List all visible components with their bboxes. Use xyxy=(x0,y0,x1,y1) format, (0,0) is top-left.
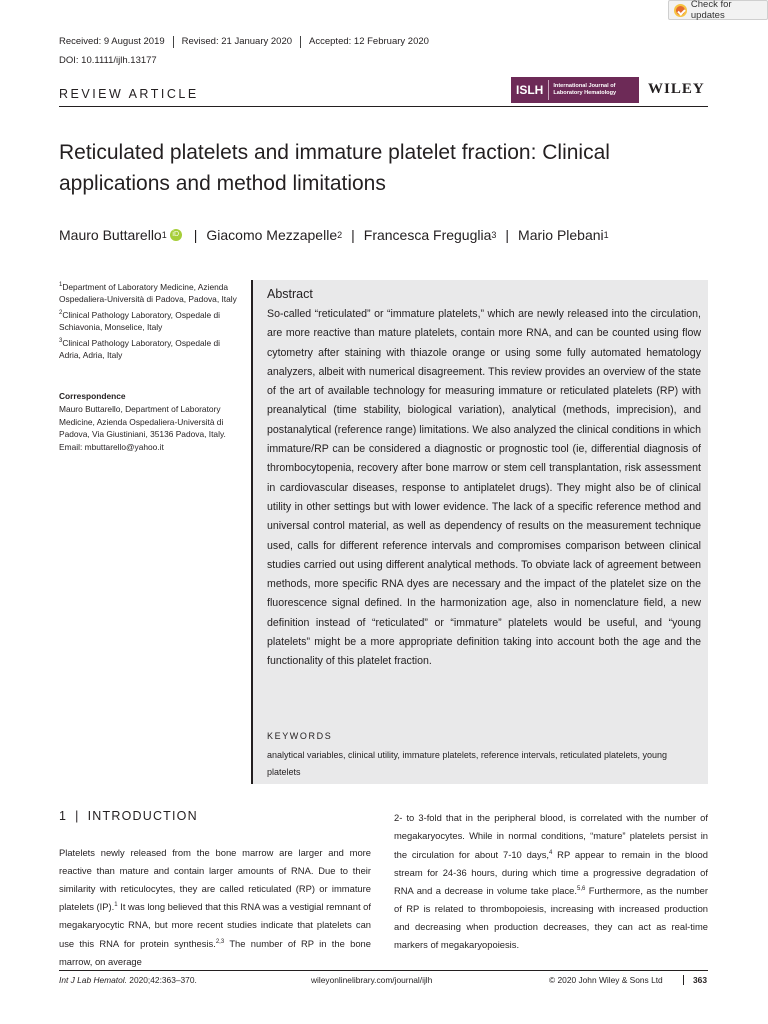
check-updates-label: Check for updates xyxy=(690,0,732,21)
header-divider xyxy=(59,106,708,107)
citation-sup[interactable]: 4 xyxy=(549,849,553,856)
abstract-panel xyxy=(251,280,708,784)
affiliation-text: Department of Laboratory Medicine, Azienda Ospedaliera-Università di Padova, Padova, Italy xyxy=(59,281,237,305)
body-text: Furthermore, as the number of RP is related to thrombopoiesis, increasing with increased production and decreasing when production decreases, they can act as real-time markers of megakaryopoiesis. xyxy=(394,885,709,950)
orcid-icon[interactable]: iD xyxy=(170,229,182,241)
body-text: The number of RP in the bone marrow, on average xyxy=(59,938,371,968)
affiliation-text: Clinical Pathology Laboratory, Ospedale di Schiavonia, Monselice, Italy xyxy=(59,309,221,333)
body-column-left xyxy=(59,844,371,971)
footer-website[interactable]: wileyonlinelibrary.com/journal/ijlh xyxy=(311,975,433,985)
keywords-heading: KEYWORDS xyxy=(267,731,333,741)
author-name: Mauro Buttarello xyxy=(59,227,162,243)
affiliation xyxy=(59,335,239,362)
page-footer xyxy=(59,975,708,985)
correspondence-heading: Correspondence xyxy=(59,391,126,401)
citation-sup[interactable]: 5,6 xyxy=(577,886,586,893)
islh-logo-text: ISLH xyxy=(511,80,549,100)
keywords-text: analytical variables, clinical utility, immature platelets, reference intervals, reticulated platelets, young platelets xyxy=(267,750,668,777)
author-list xyxy=(59,227,609,243)
author-affil-sup: 3 xyxy=(491,230,497,240)
article-dates xyxy=(59,36,437,48)
footer-citation xyxy=(59,975,197,985)
section-title: INTRODUCTION xyxy=(87,809,198,823)
correspondence-text: Mauro Buttarello, Department of Laboratory Medicine, Azienda Ospedaliera-Università di Padova, Via Giustiniani, 35136 Padova, Italy. Email: mbuttarello@yahoo.it xyxy=(59,404,226,452)
author-name: Giacomo Mezzapelle xyxy=(206,227,338,243)
affiliation-text: Clinical Pathology Laboratory, Ospedale di Adria, Adria, Italy xyxy=(59,337,221,361)
body-text: RP appear to remain in the blood stream for 24-36 hours, during which time a progressive degradation of RNA and a decrease in volume take place. xyxy=(394,848,708,897)
affiliation-sup: 2 xyxy=(59,309,63,316)
revised-date: Revised: 21 January 2020 xyxy=(173,36,300,48)
affiliations xyxy=(59,279,239,363)
author-name: Mario Plebani xyxy=(518,227,604,243)
citation-sup[interactable]: 1 xyxy=(114,902,118,909)
affiliation-sup: 3 xyxy=(59,337,63,344)
footer-journal: Int J Lab Hematol. xyxy=(59,975,127,985)
footer-copyright: © 2020 John Wiley & Sons Ltd xyxy=(549,975,663,985)
publisher-logo: WILEY xyxy=(648,81,705,97)
author-name: Francesca Freguglia xyxy=(363,227,492,243)
author-affil-sup: 1 xyxy=(161,230,167,240)
journal-name-line-2: Laboratory Hematology xyxy=(553,90,617,96)
section-number: 1 xyxy=(59,809,68,823)
citation-sup[interactable]: 2,3 xyxy=(215,939,225,946)
journal-name-line-1: International Journal of xyxy=(553,83,616,89)
abstract-heading: Abstract xyxy=(267,287,313,301)
received-date: Received: 9 August 2019 xyxy=(59,36,165,47)
doi[interactable]: DOI: 10.1111/ijlh.13177 xyxy=(59,55,157,66)
author-separator: | xyxy=(351,227,355,243)
article-type: REVIEW ARTICLE xyxy=(59,87,199,101)
author-affil-sup: 1 xyxy=(603,230,609,240)
author-affil-sup: 2 xyxy=(337,230,343,240)
abstract-text: So-called “reticulated” or “immature platelets,” which are newly released into the circulation, are more reactive than mature platelets, contain more RNA, and can be counted using flow cytometry after staining with thiazole orange or using some fully automated hematology analyzers, albeit with numerical disagreement. This review provides an overview of the state of the art of available technology for measuring immature or reticulated platelets (RP) with preanalytical (time stability, biological variation), analytical (methods, imprecision), and postanalytical (reference range) limitations. We also analyzed the clinical conditions in which immature/RP can be considered a diagnostic or prognostic tool (ie, differential diagnosis of thrombocytopenia, recovery after bone marrow or stem cell transplantation, risk assessment in cardiovascular diseases, response to antiplatelet drugs). They might also be of clinical utility in other settings but with lower evidence. The lack of a specific reference method and universal control material, as well as dependency of results on the measurement technique used, calls for different reference intervals and compromises comparison between clinical studies carried out using different analytical methods. To obviate lack of agreement between methods, more specific RNA dyes are necessary and the impact of the platelet size on the fluorescence signal defined. In the harmonization age, also in nomenclature field, a new definition instead of “reticulated” or “immature” platelets would be useful, and “young platelets” might be a more appropriate definition taking into account both the age and the functionality of this platelet fraction. xyxy=(267,308,701,668)
body-text: It was long believed that this RNA was a vestigial remnant of megakaryocytic RNA, but more recent studies indicate that platelets can use this RNA for protein synthesis. xyxy=(59,901,371,950)
body-column-right xyxy=(394,809,708,954)
journal-name xyxy=(549,83,616,97)
journal-logo xyxy=(511,77,639,103)
page-number: 363 xyxy=(683,975,707,985)
section-heading xyxy=(59,809,198,823)
section-separator: | xyxy=(75,809,80,823)
footer-volume: 2020;42:363–370. xyxy=(126,975,197,985)
affiliation xyxy=(59,279,239,306)
accepted-date: Accepted: 12 February 2020 xyxy=(300,36,437,48)
check-for-updates-button[interactable] xyxy=(668,0,768,20)
affiliation xyxy=(59,307,239,334)
author-separator: | xyxy=(193,227,198,243)
check-updates-icon xyxy=(674,4,687,17)
author-separator: | xyxy=(505,227,510,243)
affiliation-sup: 1 xyxy=(59,282,63,288)
body-text: Platelets newly released from the bone marrow are larger and more reactive than mature and contain larger amounts of RNA. Due to their similarity with reticulocytes, they are called reticulated (RP) or immature platelets (IP). xyxy=(59,847,371,913)
body-text: 2- to 3-fold that in the peripheral blood, is correlated with the number of megakaryocytes. While in normal conditions, “mature” platelets persist in the circulation for about 7-10 days, xyxy=(394,812,708,860)
footer-divider xyxy=(59,970,708,971)
paper-title: Reticulated platelets and immature platelet fraction: Clinical applications and method limitations xyxy=(59,141,610,195)
